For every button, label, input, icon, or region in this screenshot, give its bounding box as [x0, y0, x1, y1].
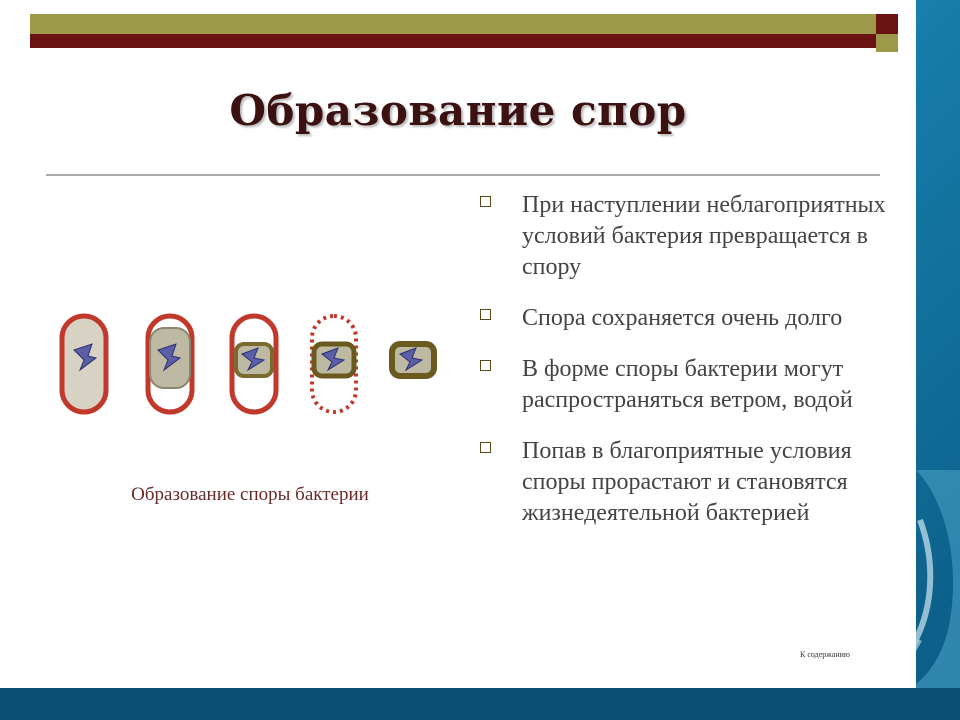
header-square-olive [876, 34, 898, 52]
header-square-dark [876, 14, 898, 34]
header-stripe-olive [30, 14, 876, 34]
bullet-item [476, 303, 896, 334]
bullet-text: Спора сохраняется очень долго [522, 305, 843, 331]
slide-title: Образование спор [229, 86, 687, 135]
bullet-text: В форме споры бактерии могут распространяться ветром, водой [522, 356, 853, 413]
spore-stage-5 [392, 344, 434, 376]
square-bullet-icon [480, 309, 491, 320]
bacterium-stage-2 [148, 316, 192, 412]
title-divider [46, 174, 880, 176]
bullet-item [476, 436, 896, 529]
bullet-text: Попав в благоприятные условия споры прорастают и становятся жизнедеятельной бактерией [522, 438, 852, 526]
bullet-text: При наступлении неблагоприятных условий бактерия превращается в спору [522, 192, 886, 280]
figure-caption: Образование споры бактерии [131, 484, 369, 505]
bacterium-stage-1 [62, 316, 106, 412]
square-bullet-icon [480, 360, 491, 371]
spore-formation-illustration [50, 308, 460, 418]
to-contents-link[interactable]: К содержанию [800, 650, 850, 659]
header-stripe-maroon [30, 34, 876, 48]
bullet-item [476, 190, 896, 283]
bullet-item [476, 354, 896, 416]
square-bullet-icon [480, 196, 491, 207]
square-bullet-icon [480, 442, 491, 453]
header-bar [30, 14, 898, 52]
bullet-list [476, 190, 896, 549]
bacterium-stage-4 [312, 316, 356, 412]
bacterium-stage-3 [232, 316, 276, 412]
